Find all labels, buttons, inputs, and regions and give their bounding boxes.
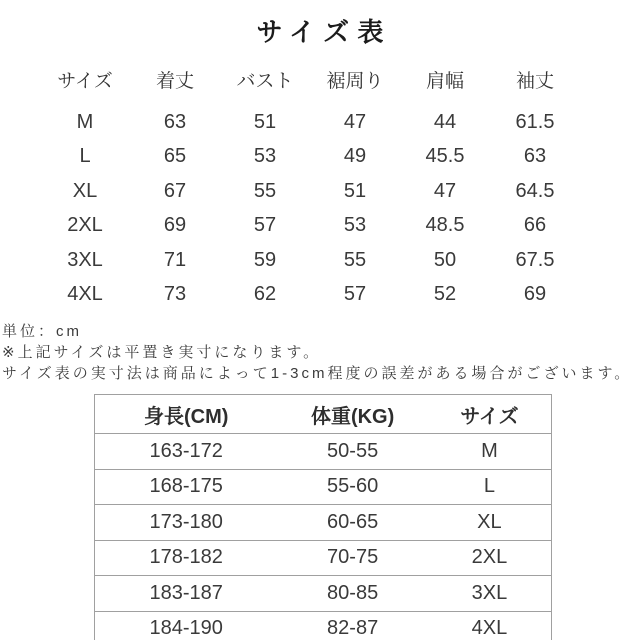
page-title: サイズ表 [256,18,392,48]
size-cell: 64.5 [515,179,555,202]
fit-table-row-xl [95,504,551,540]
size-cell: 63 [163,110,187,133]
size-table-header-hem: 裾周り [326,70,384,92]
size-cell: 55 [343,248,367,271]
size-cell: 62 [253,283,277,306]
size-table-header-length: 着丈 [155,70,194,92]
size-table-row-2xl [40,209,600,244]
unit-note: 単位：cm [2,323,82,340]
fit-cell-height: 183-187 [149,581,223,604]
note-flat-measure: ※上記サイズは平置き実寸になります。 [2,344,322,361]
size-cell: 47 [433,179,457,202]
size-cell: 61.5 [515,110,555,133]
fit-cell-height: 163-172 [149,439,223,462]
size-cell: 52 [433,283,457,306]
size-cell: 48.5 [425,214,465,237]
size-cell: 53 [253,145,277,168]
size-cell: 57 [253,214,277,237]
size-table-row-xl [40,174,600,209]
size-table-header-sleeve: 袖丈 [515,70,554,92]
fit-cell-weight: 60-65 [327,510,379,533]
size-cell: 69 [163,214,187,237]
size-cell: 2XL [67,214,103,237]
fit-table-row-3xl [95,575,551,611]
size-cell: 65 [163,145,187,168]
size-cell: 4XL [67,283,103,306]
fit-cell-size: 2XL [471,546,508,569]
size-cell: 44 [433,110,457,133]
fit-table-header-weight: 体重(KG) [310,405,395,428]
size-cell: 57 [343,283,367,306]
fit-table-row-4xl [95,611,551,640]
fit-table-row-2xl [95,540,551,576]
fit-cell-size: XL [477,510,502,533]
size-table-header-bust: バスト [236,70,294,92]
size-cell: 66 [523,214,547,237]
size-cell: 51 [253,110,277,133]
fit-cell-size: L [483,475,495,498]
size-table-row-l [40,140,600,175]
fit-cell-height: 173-180 [149,510,223,533]
size-cell: 45.5 [425,145,465,168]
size-cell: 67.5 [515,248,555,271]
fit-cell-weight: 55-60 [327,475,379,498]
size-cell: 67 [163,179,187,202]
size-cell: 59 [253,248,277,271]
size-cell: 69 [523,283,547,306]
fit-cell-height: 184-190 [149,617,223,640]
size-measurement-table [40,63,600,312]
size-cell: 71 [163,248,187,271]
fit-table-row-m [95,433,551,469]
notes-block [2,321,640,384]
size-cell: 3XL [67,248,103,271]
fit-cell-weight: 80-85 [327,581,379,604]
size-cell: 47 [343,110,367,133]
fit-cell-size: 4XL [471,617,508,640]
size-table-row-4xl [40,278,600,313]
size-cell: 73 [163,283,187,306]
size-table-header-row [40,63,600,95]
size-cell: L [79,145,91,168]
fit-table-header-size: サイズ [460,405,519,428]
size-cell: 63 [523,145,547,168]
fit-cell-size: 3XL [471,581,508,604]
size-cell: 49 [343,145,367,168]
size-cell: 53 [343,214,367,237]
size-table-row-3xl [40,243,600,278]
size-table-header-size: サイズ [57,70,113,92]
size-table-row-m [40,105,600,140]
note-tolerance: サイズ表の実寸法は商品によって1-3cm程度の誤差がある場合がございます。 [2,365,633,382]
fit-table-header-height: 身長(CM) [143,405,229,428]
size-cell: 50 [433,248,457,271]
size-cell: 51 [343,179,367,202]
fit-table-row-l [95,469,551,505]
fit-table-header-row [95,395,551,433]
fit-cell-height: 178-182 [149,546,223,569]
fit-cell-weight: 82-87 [327,617,379,640]
size-cell: 55 [253,179,277,202]
size-table-header-shoulder: 肩幅 [425,70,464,92]
fit-cell-height: 168-175 [149,475,223,498]
fit-cell-weight: 50-55 [327,439,379,462]
size-cell: XL [72,179,98,202]
fit-cell-size: M [481,439,498,462]
fit-cell-weight: 70-75 [327,546,379,569]
fit-recommendation-table [94,394,552,640]
size-cell: M [76,110,94,133]
